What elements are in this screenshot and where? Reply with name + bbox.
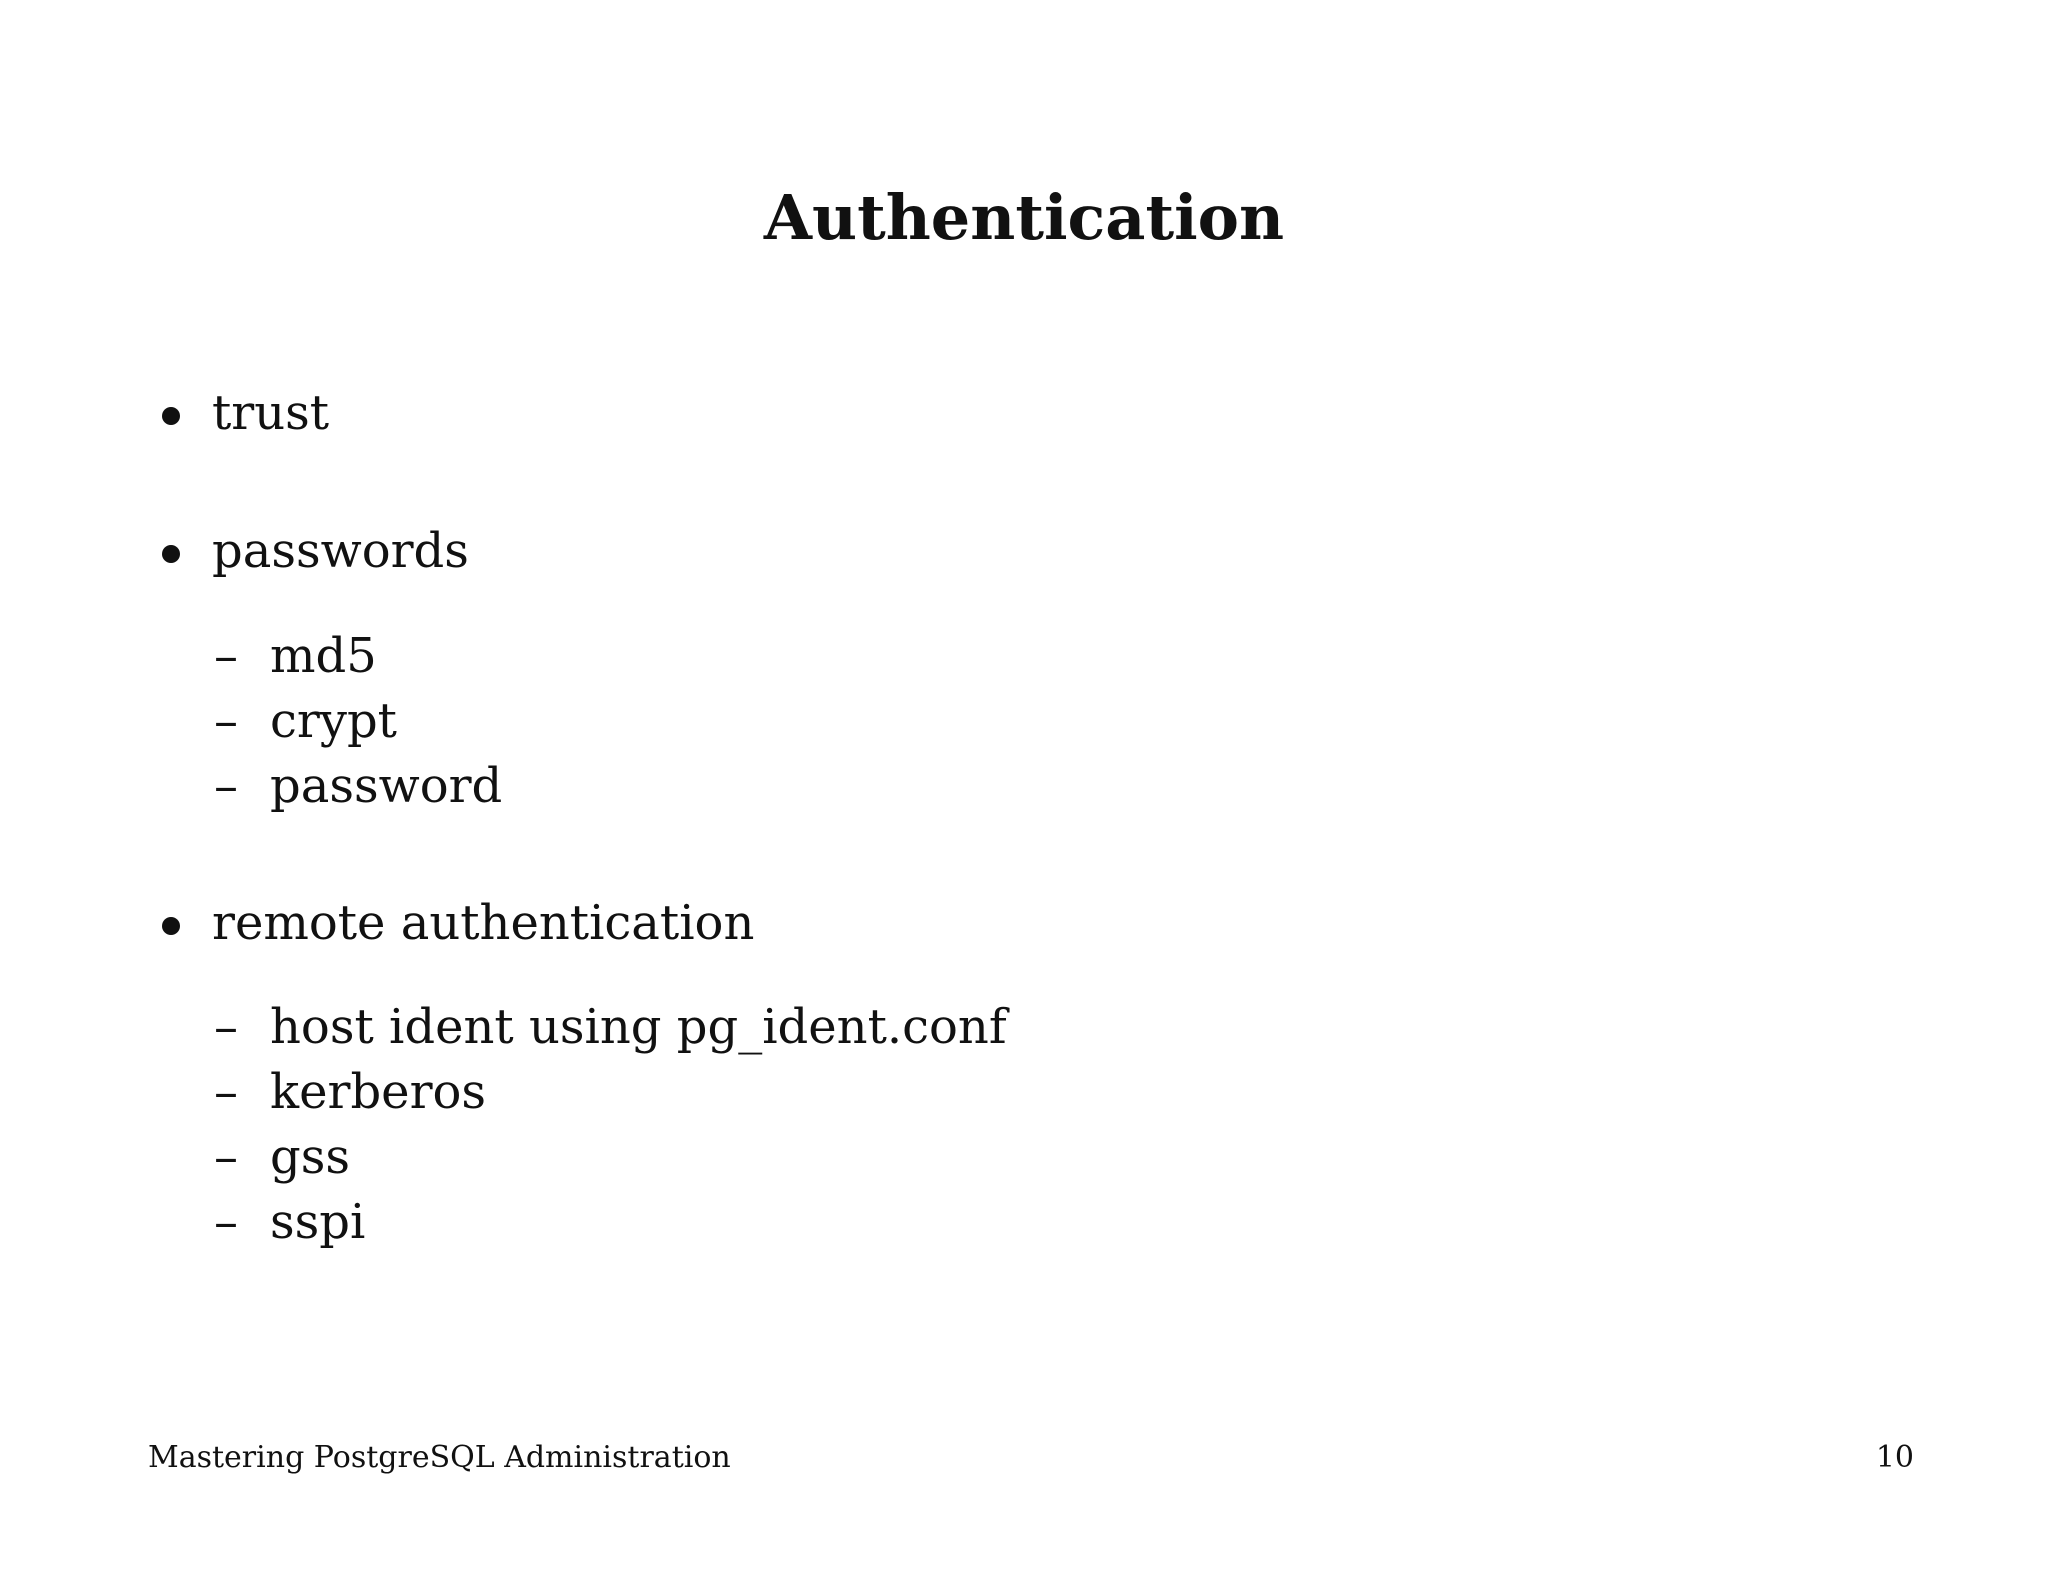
bullet-dot-icon [162, 917, 180, 935]
dash-icon: – [214, 693, 238, 749]
dash-icon: – [214, 999, 238, 1055]
bullet-text: passwords [212, 523, 469, 579]
dash-icon: – [214, 1064, 238, 1120]
dash-icon: – [214, 1129, 238, 1185]
bullet-dot-icon [162, 545, 180, 563]
footer-title: Mastering PostgreSQL Administration [148, 1440, 731, 1475]
sub-item-text: password [270, 758, 503, 814]
sub-item-text: md5 [270, 628, 377, 684]
bullet-text: trust [212, 385, 330, 441]
dash-icon: – [214, 628, 238, 684]
slide-title: Authentication [763, 181, 1285, 254]
sub-item-text: crypt [270, 693, 397, 749]
dash-icon: – [214, 1194, 238, 1250]
sub-item-text: host ident using pg_ident.conf [270, 999, 1007, 1055]
bullet-text: remote authentication [212, 895, 755, 951]
dash-icon: – [214, 758, 238, 814]
sub-item-text: sspi [270, 1194, 366, 1250]
bullet-dot-icon [162, 407, 180, 425]
sub-item-text: kerberos [270, 1064, 487, 1120]
page-number: 10 [1875, 1440, 1914, 1475]
sub-item-text: gss [270, 1129, 350, 1185]
